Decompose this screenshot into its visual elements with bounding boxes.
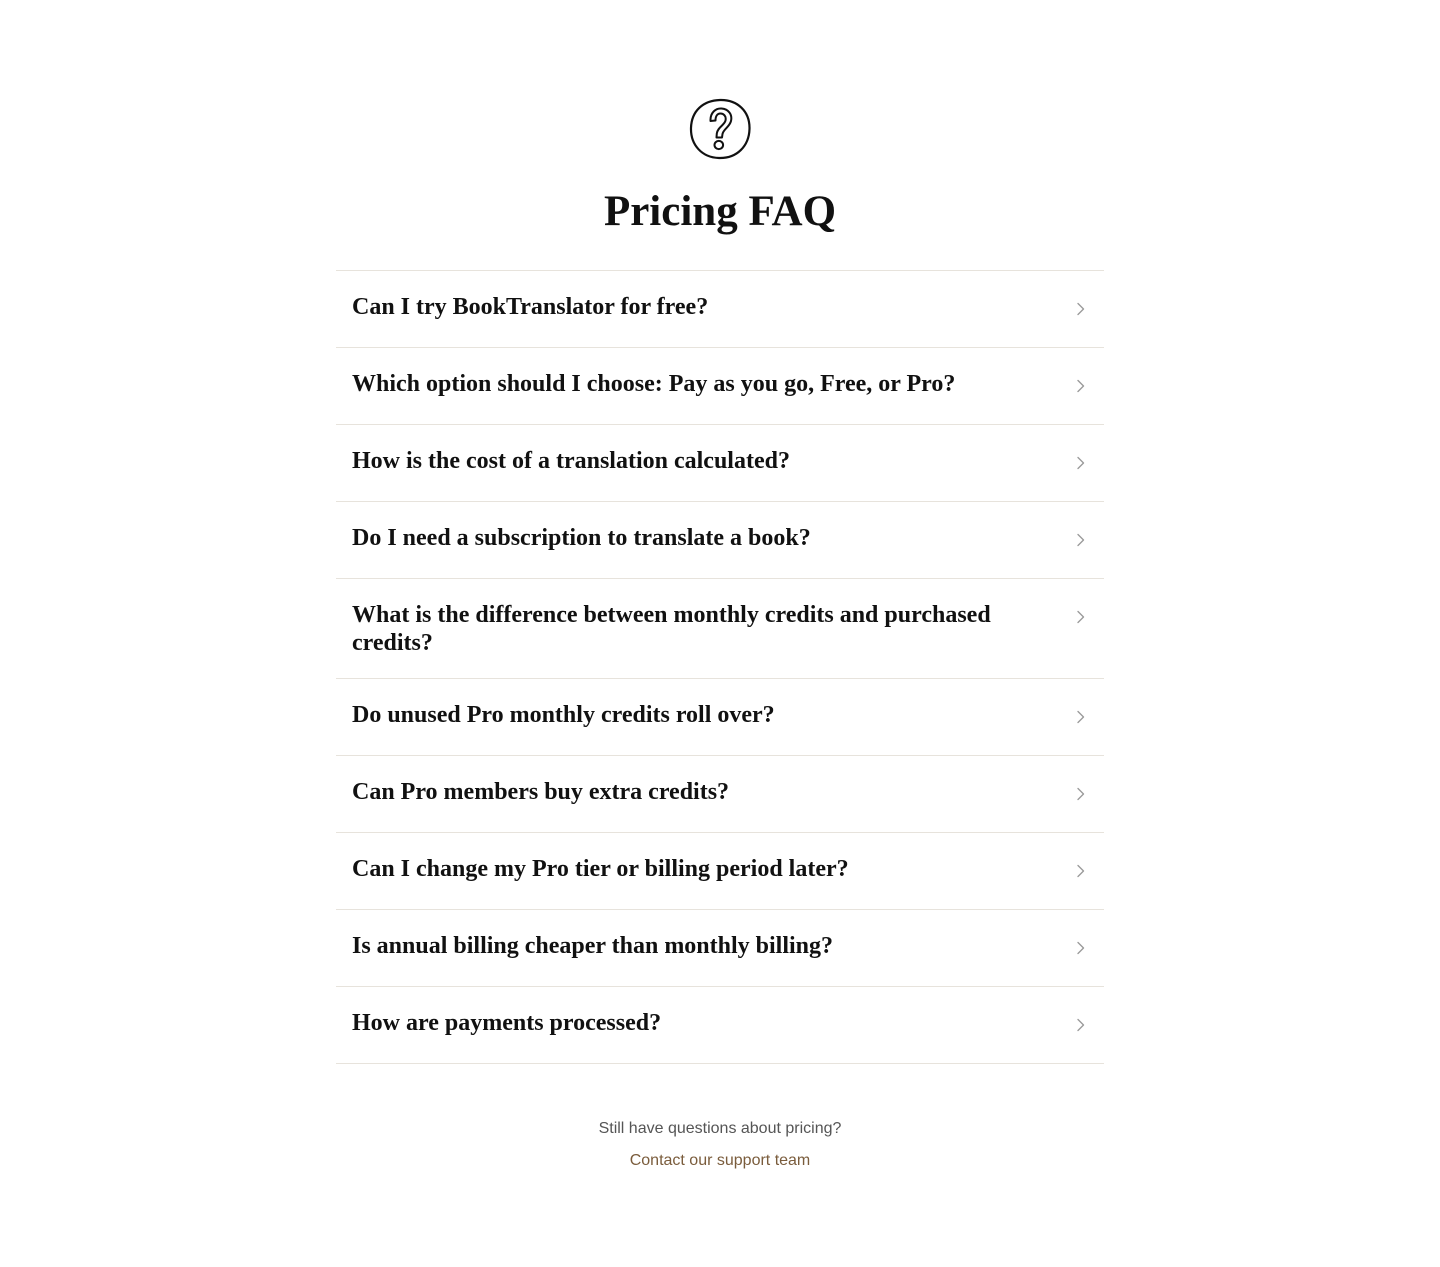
chevron-right-icon	[1074, 708, 1088, 726]
faq-item[interactable]	[336, 425, 1104, 502]
faq-question: How are payments processed?	[352, 1010, 662, 1036]
chevron-right-icon	[1074, 939, 1088, 957]
faq-item[interactable]	[336, 910, 1104, 987]
chevron-right-icon	[1074, 300, 1088, 318]
faq-list	[336, 270, 1104, 1064]
faq-item[interactable]	[336, 271, 1104, 348]
page-title: Pricing FAQ	[603, 188, 837, 235]
chevron-right-icon	[1074, 531, 1088, 549]
chevron-right-icon	[1074, 377, 1088, 395]
faq-item[interactable]	[336, 679, 1104, 756]
faq-question: Can I try BookTranslator for free?	[352, 294, 709, 320]
faq-question: How is the cost of a translation calculated?	[352, 448, 790, 474]
faq-item[interactable]	[336, 833, 1104, 910]
faq-item[interactable]	[336, 987, 1104, 1064]
support-prompt: Still have questions about pricing?	[598, 1120, 842, 1137]
faq-item[interactable]	[336, 579, 1104, 679]
contact-support-link[interactable]: Contact our support team	[629, 1152, 811, 1169]
faq-question: Do I need a subscription to translate a book?	[352, 525, 811, 551]
chevron-right-icon	[1074, 454, 1088, 472]
faq-question: Can I change my Pro tier or billing period later?	[352, 856, 849, 882]
chevron-right-icon	[1074, 785, 1088, 803]
chevron-right-icon	[1074, 608, 1088, 626]
faq-question: Which option should I choose: Pay as you go, Free, or Pro?	[352, 371, 956, 397]
faq-question: What is the difference between monthly credits and purchased credits?	[352, 602, 991, 656]
chevron-right-icon	[1074, 1016, 1088, 1034]
question-circle-icon	[688, 97, 752, 161]
faq-question: Can Pro members buy extra credits?	[352, 779, 730, 805]
faq-item[interactable]	[336, 756, 1104, 833]
chevron-right-icon	[1074, 862, 1088, 880]
contact-support-link-row	[0, 1150, 1440, 1172]
faq-question: Do unused Pro monthly credits roll over?	[352, 702, 775, 728]
faq-question: Is annual billing cheaper than monthly billing?	[352, 933, 834, 959]
faq-item[interactable]	[336, 348, 1104, 425]
faq-item[interactable]	[336, 502, 1104, 579]
